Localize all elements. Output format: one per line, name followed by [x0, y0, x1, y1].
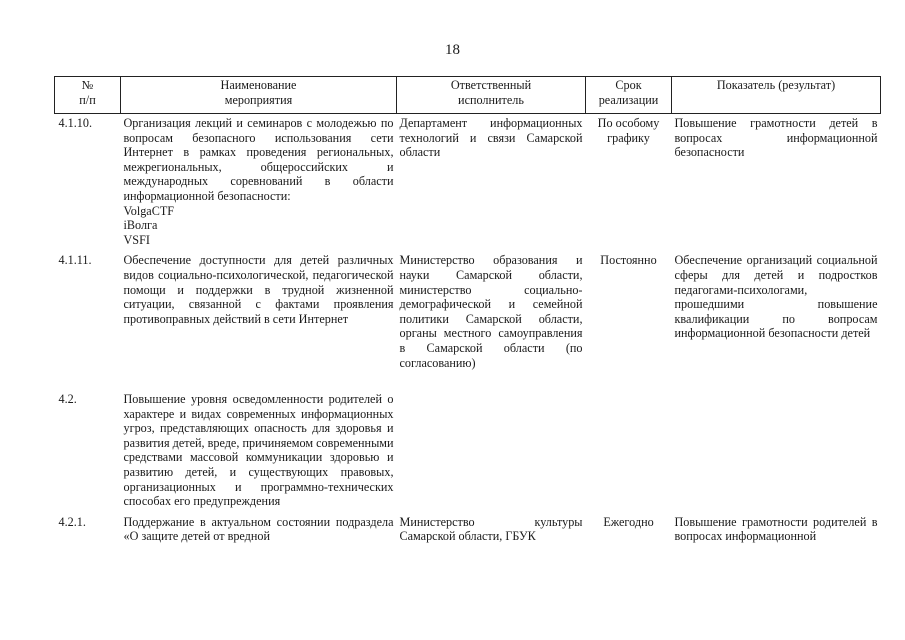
row-result: Повышение грамотности родителей в вопросах информационной [674, 514, 878, 544]
row-name: Повышение уровня осведомленности родителей о характере и видах современных информационных угроз, представляющих опасность для здоровья и развития детей, вреде, причиняемом современными средствами массовой коммуникации здоровью и развитию детей, и существующих правовых, организационных и программно-технических способах его предупреждения [123, 392, 394, 509]
row-name: Поддержание в актуальном состоянии подраздела «О защите детей от вредной [123, 514, 394, 544]
table-row [55, 376, 881, 515]
row-name-text: Организация лекций и семинаров с молодежью по вопросам безопасного использования сети Интернет в рамках проведения региональных, межрегиональных, общероссийских и международных соревнований в области информационной безопасности: [123, 116, 394, 203]
header-name: Наименование мероприятия [121, 77, 397, 114]
row-executor [397, 376, 586, 515]
table-row [55, 253, 881, 376]
header-executor: Ответственный исполнитель [397, 77, 586, 114]
table-row [55, 114, 881, 254]
row-executor: Министерство культуры Самарской области, ГБУК [399, 514, 583, 544]
table-header-row [55, 77, 881, 114]
header-term: Срок реализации [586, 77, 672, 114]
row-term [586, 376, 672, 515]
row-number: 4.1.10. [58, 116, 93, 130]
row-name: Обеспечение доступности для детей различных видов социально-психологической, педагогической помощи и поддержки в трудной жизненной ситуации, связанной с фактами проявления противоправных действий в сети Интернет [123, 253, 394, 326]
row-term: Постоянно [600, 253, 657, 268]
table-row [55, 515, 881, 544]
header-number: № п/п [55, 77, 121, 114]
row-term: Ежегодно [603, 514, 654, 529]
row-executor: Департамент информационных технологий и связи Самарской области [399, 116, 583, 160]
page-number: 18 [445, 42, 460, 58]
row-number: 4.2. [58, 392, 77, 407]
header-result: Показатель (результат) [672, 77, 881, 114]
row-term: По особому графику [597, 116, 660, 145]
row-number: 4.2.1. [58, 514, 86, 529]
row-result: Повышение грамотности детей в вопросах информационной безопасности [674, 116, 878, 160]
row-executor: Министерство образования и науки Самарской области, министерство социально-демографической и семейной политики Самарской области, органы местного самоуправления в Самарской области (по согласованию) [399, 253, 583, 370]
row-result [672, 376, 881, 515]
row-number: 4.1.11. [58, 253, 92, 268]
measures-table [54, 76, 881, 544]
row-name [121, 114, 397, 254]
row-name-list: VolgaCTF iВолга VSFI [123, 203, 175, 247]
row-result: Обеспечение организаций социальной сферы для детей и подростков педагогами-психологами, прошедшими повышение квалификации по вопросам информационной безопасности детей [674, 253, 878, 341]
